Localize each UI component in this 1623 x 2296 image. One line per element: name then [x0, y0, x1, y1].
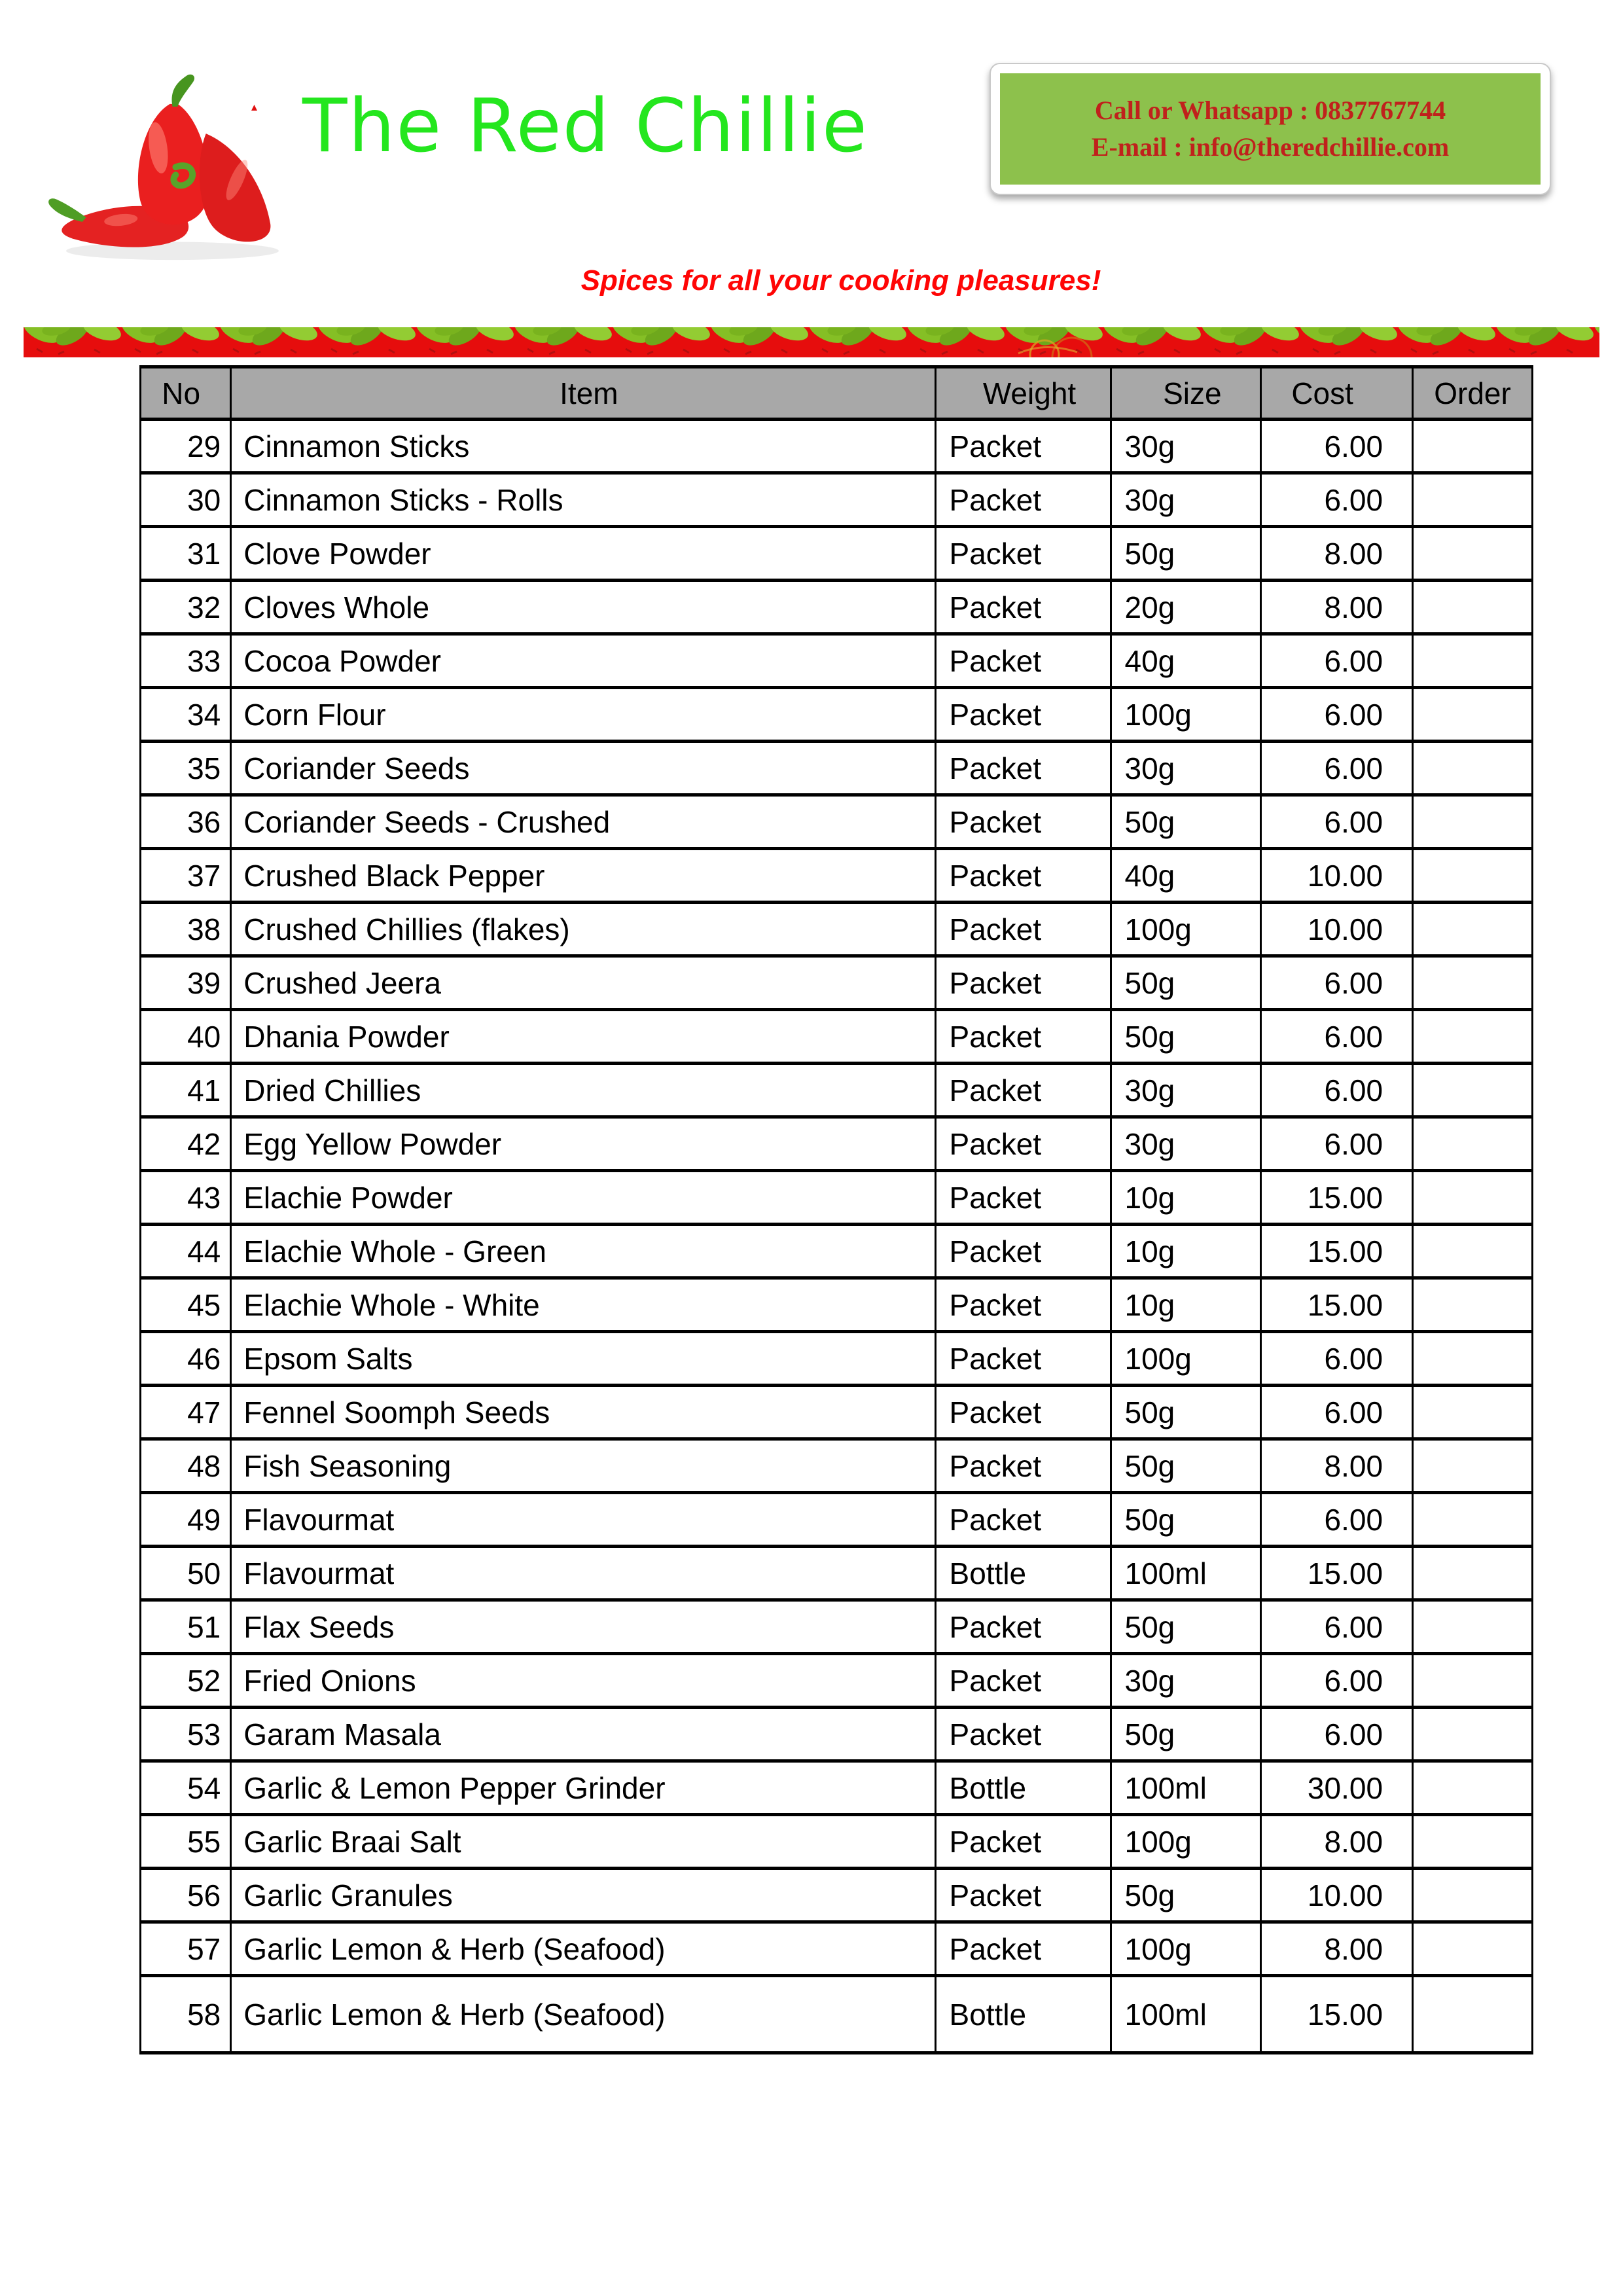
- cell-no: 42: [141, 1117, 231, 1171]
- contact-box: [990, 63, 1551, 195]
- cell-cost: 6.00: [1261, 1010, 1413, 1064]
- cell-order: [1413, 634, 1533, 688]
- cell-cost: 6.00: [1261, 1600, 1413, 1654]
- cell-weight: Packet: [935, 795, 1111, 849]
- cell-weight: Bottle: [935, 1547, 1111, 1600]
- cell-order: [1413, 1815, 1533, 1869]
- cell-weight: Packet: [935, 1386, 1111, 1439]
- cell-cost: 6.00: [1261, 1708, 1413, 1761]
- cell-cost: 6.00: [1261, 688, 1413, 742]
- header-no: No: [141, 367, 231, 420]
- cell-size: 30g: [1111, 473, 1261, 527]
- table-body: [141, 420, 1533, 2053]
- cell-no: 29: [141, 420, 231, 473]
- cell-order: [1413, 795, 1533, 849]
- cell-item: Egg Yellow Powder: [231, 1117, 935, 1171]
- leaf-strip-graphic: [24, 327, 1599, 357]
- table-row: [141, 1547, 1533, 1600]
- cell-no: 45: [141, 1278, 231, 1332]
- table-row: [141, 795, 1533, 849]
- cell-item: Coriander Seeds: [231, 742, 935, 795]
- cell-weight: Packet: [935, 849, 1111, 903]
- table-row: [141, 420, 1533, 473]
- cell-size: 20g: [1111, 581, 1261, 634]
- cell-order: [1413, 1600, 1533, 1654]
- cell-cost: 15.00: [1261, 1278, 1413, 1332]
- cell-size: 100ml: [1111, 1976, 1261, 2053]
- cell-order: [1413, 1064, 1533, 1117]
- cell-item: Garlic Lemon & Herb (Seafood): [231, 1976, 935, 2053]
- cell-item: Cinnamon Sticks: [231, 420, 935, 473]
- cell-cost: 6.00: [1261, 473, 1413, 527]
- cell-cost: 6.00: [1261, 795, 1413, 849]
- cell-weight: Packet: [935, 1815, 1111, 1869]
- cell-cost: 30.00: [1261, 1761, 1413, 1815]
- cell-item: Crushed Black Pepper: [231, 849, 935, 903]
- chilli-graphic: [43, 58, 302, 264]
- cell-size: 50g: [1111, 1386, 1261, 1439]
- cell-no: 31: [141, 527, 231, 581]
- cell-item: Fennel Soomph Seeds: [231, 1386, 935, 1439]
- cell-order: [1413, 1708, 1533, 1761]
- cell-no: 49: [141, 1493, 231, 1547]
- cell-no: 47: [141, 1386, 231, 1439]
- cell-order: [1413, 1869, 1533, 1922]
- table-row: [141, 1761, 1533, 1815]
- cell-cost: 6.00: [1261, 1654, 1413, 1708]
- red-chillies-image: [43, 58, 302, 264]
- cell-order: [1413, 956, 1533, 1010]
- cell-weight: Packet: [935, 473, 1111, 527]
- cell-no: 32: [141, 581, 231, 634]
- cell-weight: Packet: [935, 1064, 1111, 1117]
- cell-weight: Packet: [935, 1332, 1111, 1386]
- cell-size: 30g: [1111, 742, 1261, 795]
- cell-order: [1413, 1171, 1533, 1225]
- cell-cost: 15.00: [1261, 1976, 1413, 2053]
- table-row: [141, 1010, 1533, 1064]
- cell-order: [1413, 581, 1533, 634]
- table-row: [141, 1117, 1533, 1171]
- cell-no: 44: [141, 1225, 231, 1278]
- cell-no: 38: [141, 903, 231, 956]
- cell-order: [1413, 473, 1533, 527]
- cell-no: 30: [141, 473, 231, 527]
- cell-cost: 15.00: [1261, 1225, 1413, 1278]
- cell-item: Flax Seeds: [231, 1600, 935, 1654]
- table-row: [141, 1869, 1533, 1922]
- table-row: [141, 1064, 1533, 1117]
- table-row: [141, 1654, 1533, 1708]
- cell-size: 10g: [1111, 1278, 1261, 1332]
- cell-weight: Packet: [935, 1010, 1111, 1064]
- cell-item: Crushed Jeera: [231, 956, 935, 1010]
- cell-order: [1413, 420, 1533, 473]
- cell-cost: 15.00: [1261, 1547, 1413, 1600]
- cell-weight: Bottle: [935, 1761, 1111, 1815]
- cell-weight: Packet: [935, 581, 1111, 634]
- cell-weight: Packet: [935, 956, 1111, 1010]
- cell-order: [1413, 1439, 1533, 1493]
- cell-weight: Packet: [935, 1171, 1111, 1225]
- cell-cost: 6.00: [1261, 420, 1413, 473]
- cell-size: 100g: [1111, 1815, 1261, 1869]
- cell-size: 50g: [1111, 1708, 1261, 1761]
- cell-size: 40g: [1111, 634, 1261, 688]
- table-row: [141, 581, 1533, 634]
- cell-item: Elachie Whole - White: [231, 1278, 935, 1332]
- cell-order: [1413, 1117, 1533, 1171]
- cell-order: [1413, 1654, 1533, 1708]
- cell-item: Flavourmat: [231, 1493, 935, 1547]
- cell-item: Cinnamon Sticks - Rolls: [231, 473, 935, 527]
- cell-item: Cloves Whole: [231, 581, 935, 634]
- cell-size: 100g: [1111, 1332, 1261, 1386]
- cell-cost: 8.00: [1261, 1815, 1413, 1869]
- cell-cost: 10.00: [1261, 1869, 1413, 1922]
- cell-cost: 6.00: [1261, 956, 1413, 1010]
- cell-size: 50g: [1111, 1869, 1261, 1922]
- cell-item: Elachie Powder: [231, 1171, 935, 1225]
- cell-no: 37: [141, 849, 231, 903]
- table-row: [141, 1493, 1533, 1547]
- cell-item: Cocoa Powder: [231, 634, 935, 688]
- cell-weight: Packet: [935, 1922, 1111, 1976]
- cell-no: 51: [141, 1600, 231, 1654]
- cell-weight: Packet: [935, 1869, 1111, 1922]
- table-header: [141, 367, 1533, 420]
- cell-size: 30g: [1111, 1654, 1261, 1708]
- cell-order: [1413, 688, 1533, 742]
- cell-item: Flavourmat: [231, 1547, 935, 1600]
- cell-item: Garlic Granules: [231, 1869, 935, 1922]
- cell-no: 55: [141, 1815, 231, 1869]
- cell-weight: Packet: [935, 1117, 1111, 1171]
- cell-weight: Packet: [935, 634, 1111, 688]
- contact-email: E-mail : info@theredchillie.com: [1091, 132, 1450, 162]
- cell-order: [1413, 1493, 1533, 1547]
- cell-order: [1413, 1386, 1533, 1439]
- cell-weight: Packet: [935, 1708, 1111, 1761]
- cell-no: 43: [141, 1171, 231, 1225]
- cell-no: 36: [141, 795, 231, 849]
- table-row: [141, 1439, 1533, 1493]
- cell-item: Fish Seasoning: [231, 1439, 935, 1493]
- table-row: [141, 1225, 1533, 1278]
- cell-cost: 6.00: [1261, 1064, 1413, 1117]
- header-row: [141, 367, 1533, 420]
- cell-cost: 6.00: [1261, 1332, 1413, 1386]
- cell-item: Elachie Whole - Green: [231, 1225, 935, 1278]
- table-row: [141, 956, 1533, 1010]
- header-item: Item: [231, 367, 935, 420]
- cell-size: 50g: [1111, 956, 1261, 1010]
- cell-item: Garlic & Lemon Pepper Grinder: [231, 1761, 935, 1815]
- cell-size: 30g: [1111, 1117, 1261, 1171]
- cell-order: [1413, 849, 1533, 903]
- leaf-border-strip: [24, 327, 1599, 357]
- cell-weight: Packet: [935, 742, 1111, 795]
- cell-order: [1413, 1976, 1533, 2053]
- cell-no: 46: [141, 1332, 231, 1386]
- cell-no: 57: [141, 1922, 231, 1976]
- cell-size: 50g: [1111, 1010, 1261, 1064]
- tagline: Spices for all your cooking pleasures!: [580, 264, 1101, 296]
- cell-order: [1413, 1761, 1533, 1815]
- cell-size: 50g: [1111, 527, 1261, 581]
- cell-order: [1413, 1547, 1533, 1600]
- cell-item: Coriander Seeds - Crushed: [231, 795, 935, 849]
- cell-weight: Bottle: [935, 1976, 1111, 2053]
- header-size: Size: [1111, 367, 1261, 420]
- cell-item: Corn Flour: [231, 688, 935, 742]
- cell-item: Clove Powder: [231, 527, 935, 581]
- cell-no: 54: [141, 1761, 231, 1815]
- cell-no: 39: [141, 956, 231, 1010]
- cell-cost: 8.00: [1261, 1439, 1413, 1493]
- table-row: [141, 1386, 1533, 1439]
- cell-item: Epsom Salts: [231, 1332, 935, 1386]
- cell-item: Crushed Chillies (flakes): [231, 903, 935, 956]
- cell-no: 52: [141, 1654, 231, 1708]
- cell-size: 100g: [1111, 1922, 1261, 1976]
- table-row: [141, 1278, 1533, 1332]
- cell-no: 58: [141, 1976, 231, 2053]
- table-row: [141, 1815, 1533, 1869]
- cell-cost: 8.00: [1261, 1922, 1413, 1976]
- cell-size: 100g: [1111, 688, 1261, 742]
- table-row: [141, 903, 1533, 956]
- cell-cost: 6.00: [1261, 1386, 1413, 1439]
- cell-cost: 6.00: [1261, 1117, 1413, 1171]
- brand-title: The Red Chillie: [302, 84, 868, 169]
- table-row: [141, 1332, 1533, 1386]
- cell-order: [1413, 903, 1533, 956]
- header-weight: Weight: [935, 367, 1111, 420]
- cell-cost: 8.00: [1261, 527, 1413, 581]
- cell-order: [1413, 1278, 1533, 1332]
- cell-order: [1413, 527, 1533, 581]
- cell-no: 53: [141, 1708, 231, 1761]
- cell-no: 50: [141, 1547, 231, 1600]
- contact-box-inner: [1000, 73, 1541, 185]
- cell-cost: 10.00: [1261, 903, 1413, 956]
- cell-size: 40g: [1111, 849, 1261, 903]
- cell-cost: 8.00: [1261, 581, 1413, 634]
- cell-no: 40: [141, 1010, 231, 1064]
- cell-size: 100ml: [1111, 1547, 1261, 1600]
- cell-cost: 6.00: [1261, 742, 1413, 795]
- cell-no: 33: [141, 634, 231, 688]
- table-row: [141, 742, 1533, 795]
- cell-weight: Packet: [935, 420, 1111, 473]
- cell-size: 50g: [1111, 1439, 1261, 1493]
- cell-item: Garlic Lemon & Herb (Seafood): [231, 1922, 935, 1976]
- cell-weight: Packet: [935, 1654, 1111, 1708]
- cell-order: [1413, 1922, 1533, 1976]
- cell-order: [1413, 1332, 1533, 1386]
- cell-size: 30g: [1111, 1064, 1261, 1117]
- cell-weight: Packet: [935, 1600, 1111, 1654]
- cell-order: [1413, 1225, 1533, 1278]
- table-row: [141, 1976, 1533, 2053]
- table-row: [141, 849, 1533, 903]
- cell-weight: Packet: [935, 903, 1111, 956]
- cell-weight: Packet: [935, 688, 1111, 742]
- cell-size: 50g: [1111, 1600, 1261, 1654]
- cell-no: 41: [141, 1064, 231, 1117]
- cell-size: 50g: [1111, 795, 1261, 849]
- cell-no: 34: [141, 688, 231, 742]
- cell-order: [1413, 1010, 1533, 1064]
- cell-size: 50g: [1111, 1493, 1261, 1547]
- cell-cost: 6.00: [1261, 1493, 1413, 1547]
- header-order: Order: [1413, 367, 1533, 420]
- cell-item: Garam Masala: [231, 1708, 935, 1761]
- table-row: [141, 527, 1533, 581]
- cell-no: 48: [141, 1439, 231, 1493]
- cell-size: 100ml: [1111, 1761, 1261, 1815]
- cell-item: Fried Onions: [231, 1654, 935, 1708]
- cell-item: Garlic Braai Salt: [231, 1815, 935, 1869]
- price-table: [139, 365, 1533, 2054]
- table-row: [141, 1708, 1533, 1761]
- contact-phone: Call or Whatsapp : 0837767744: [1094, 96, 1446, 125]
- cell-cost: 15.00: [1261, 1171, 1413, 1225]
- table-row: [141, 1600, 1533, 1654]
- table-row: [141, 473, 1533, 527]
- cell-no: 56: [141, 1869, 231, 1922]
- cell-weight: Packet: [935, 1225, 1111, 1278]
- cell-size: 30g: [1111, 420, 1261, 473]
- cell-weight: Packet: [935, 1278, 1111, 1332]
- table-row: [141, 1171, 1533, 1225]
- header-cost: Cost: [1261, 367, 1413, 420]
- cell-size: 10g: [1111, 1225, 1261, 1278]
- cell-weight: Packet: [935, 527, 1111, 581]
- cell-cost: 6.00: [1261, 634, 1413, 688]
- cell-item: Dried Chillies: [231, 1064, 935, 1117]
- cell-cost: 10.00: [1261, 849, 1413, 903]
- cell-size: 10g: [1111, 1171, 1261, 1225]
- cell-no: 35: [141, 742, 231, 795]
- table-row: [141, 634, 1533, 688]
- table-row: [141, 1922, 1533, 1976]
- cell-weight: Packet: [935, 1439, 1111, 1493]
- table-row: [141, 688, 1533, 742]
- cell-size: 100g: [1111, 903, 1261, 956]
- cell-item: Dhania Powder: [231, 1010, 935, 1064]
- cell-weight: Packet: [935, 1493, 1111, 1547]
- cell-order: [1413, 742, 1533, 795]
